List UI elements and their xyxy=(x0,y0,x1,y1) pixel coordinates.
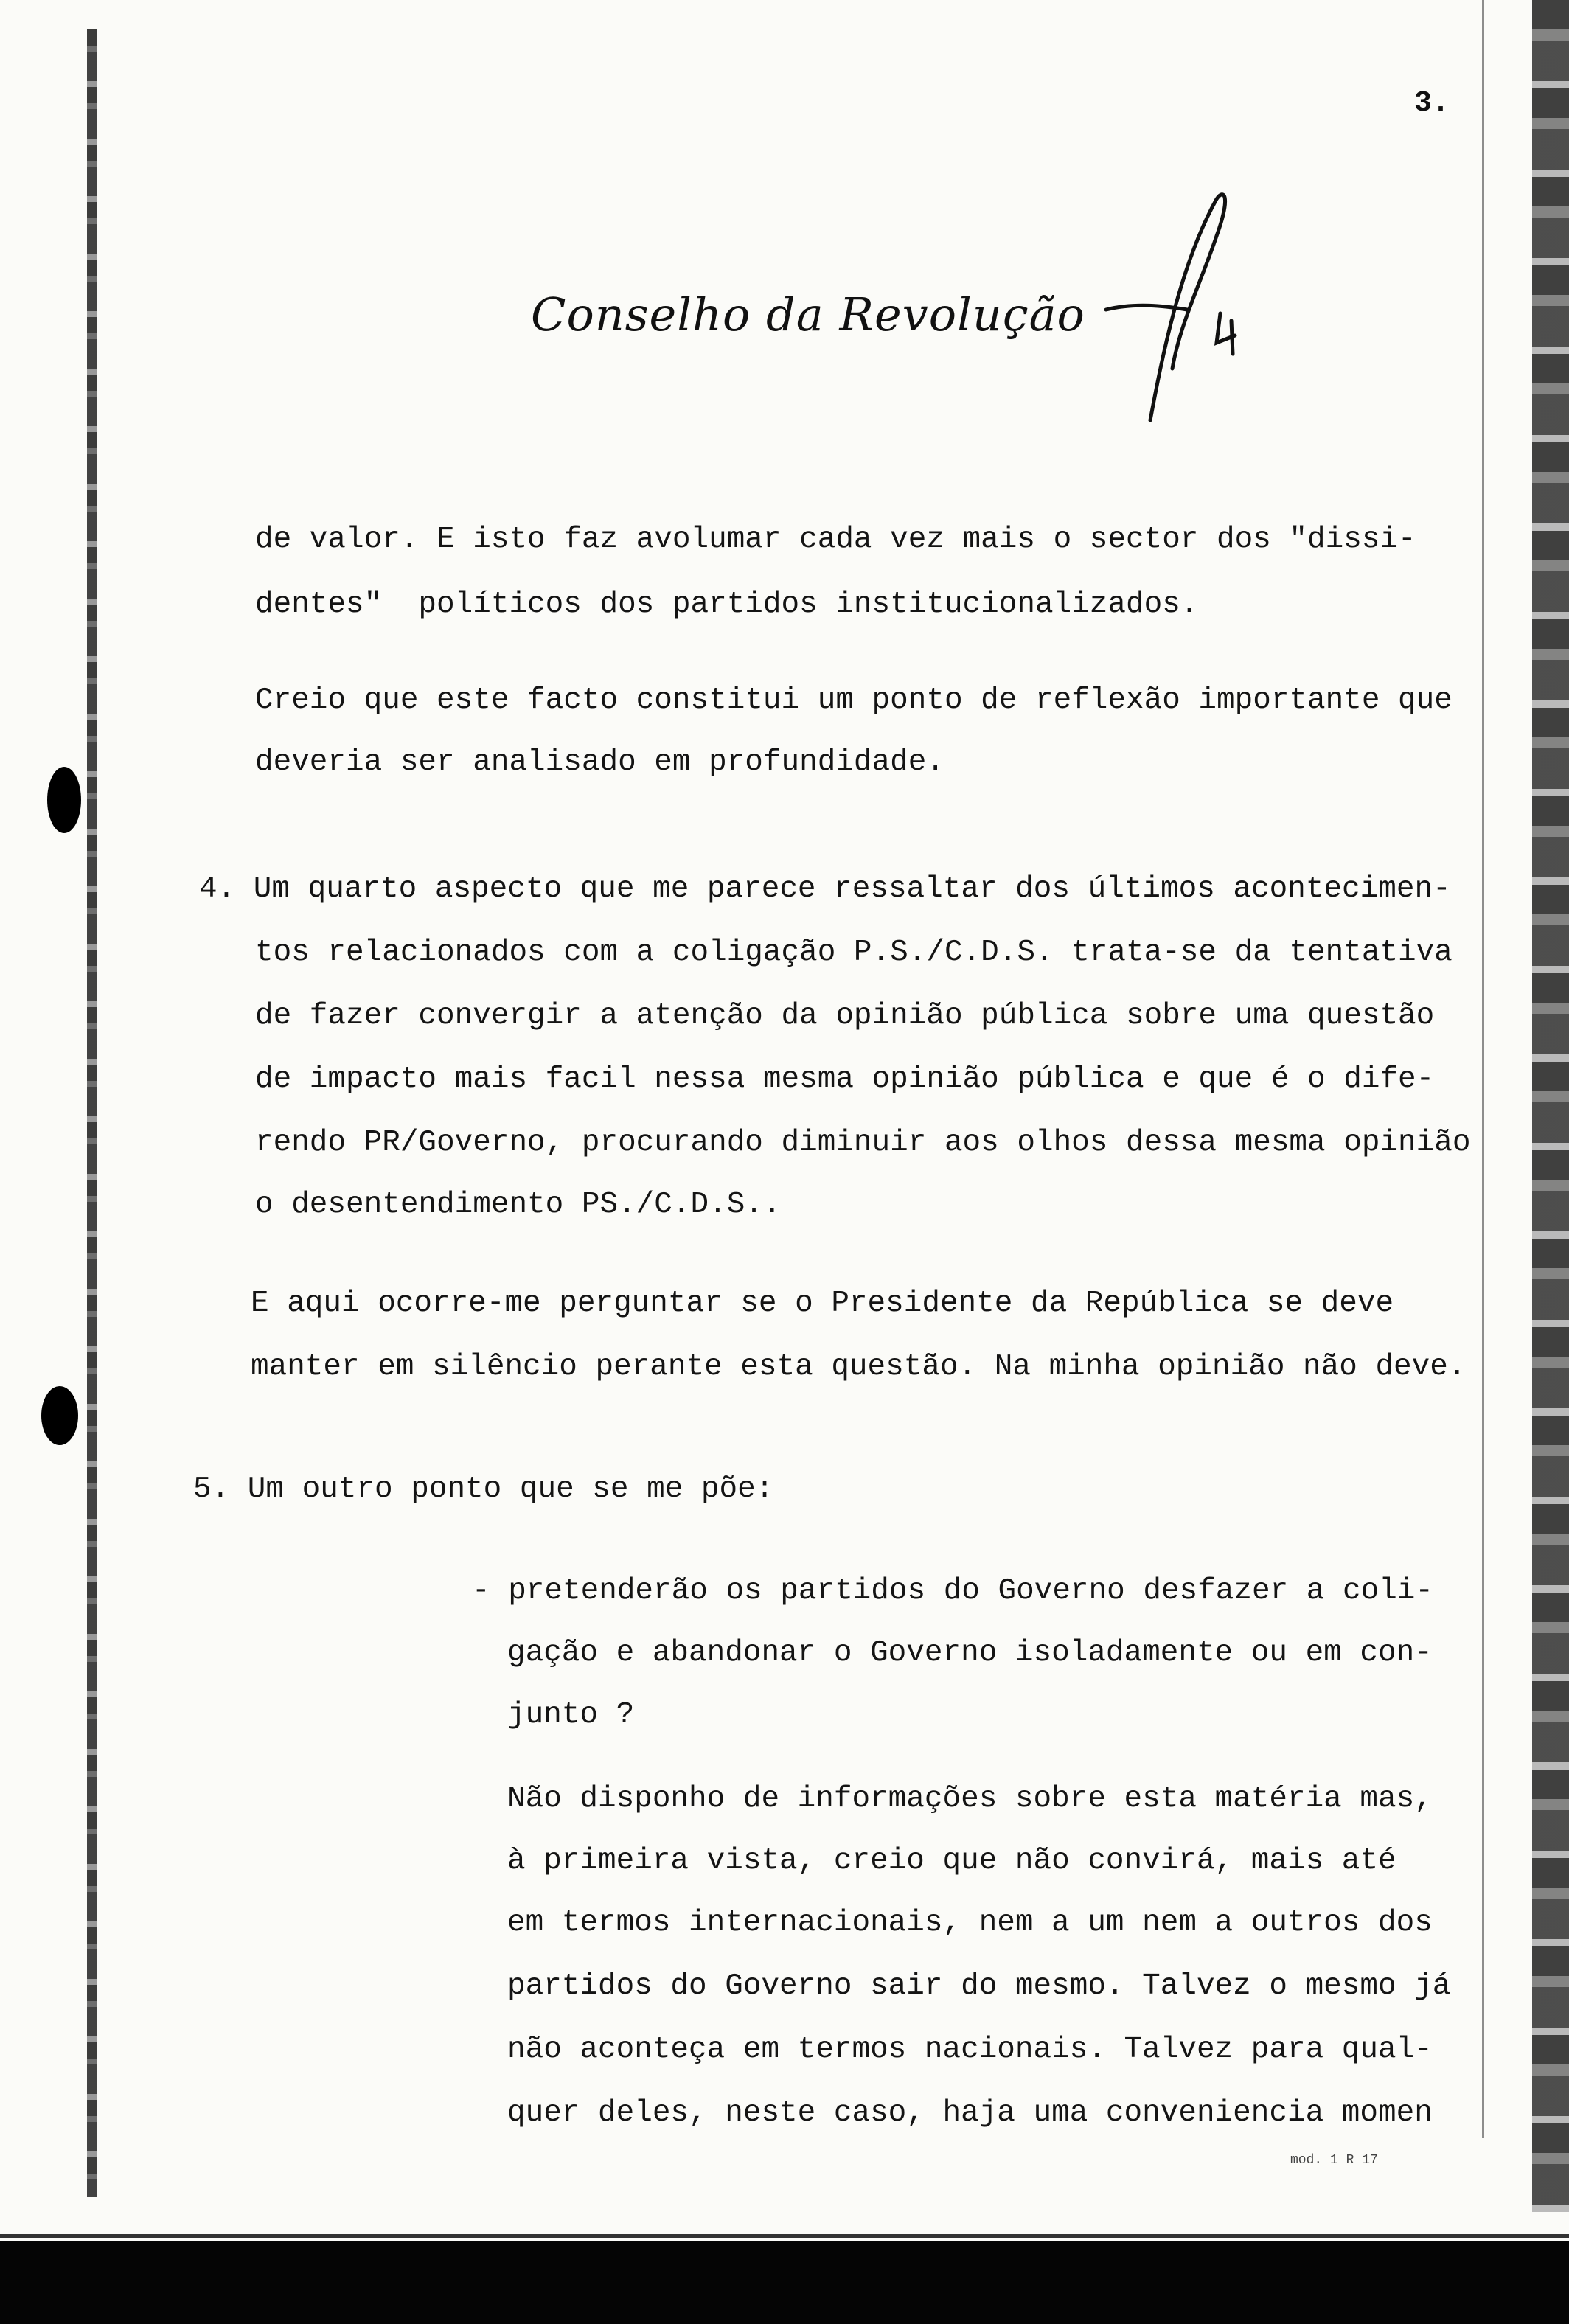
body-line: junto ? xyxy=(507,1698,635,1732)
body-line: tos relacionados com a coligação P.S./C.D.S. trata-se da tentativa xyxy=(255,936,1453,970)
body-line: Creio que este facto constitui um ponto de reflexão importante que xyxy=(255,683,1453,717)
body-line: não aconteça em termos nacionais. Talvez para qual- xyxy=(507,2033,1433,2067)
body-line: gação e abandonar o Governo isoladamente ou em con- xyxy=(507,1636,1433,1670)
scan-edge-left xyxy=(87,29,97,2197)
body-line: de impacto mais facil nessa mesma opinião pública e que é o dife- xyxy=(255,1062,1435,1096)
scan-edge-bottom xyxy=(0,2241,1569,2324)
body-line: partidos do Governo sair do mesmo. Talvez o mesmo já xyxy=(507,1969,1451,2003)
body-line: à primeira vista, creio que não convirá, mais até xyxy=(507,1844,1396,1878)
body-line: - pretenderão os partidos do Governo desfazer a coli- xyxy=(472,1574,1434,1608)
body-line: dentes" políticos dos partidos institucionalizados. xyxy=(255,588,1199,622)
scan-line-right xyxy=(1482,0,1484,2138)
body-line: de valor. E isto faz avolumar cada vez mais o sector dos "dissi- xyxy=(255,523,1416,557)
body-line: rendo PR/Governo, procurando diminuir aos olhos dessa mesma opinião xyxy=(255,1126,1471,1160)
handwritten-signature xyxy=(1091,177,1283,428)
body-line: deveria ser analisado em profundidade. xyxy=(255,745,944,779)
body-line: de fazer convergir a atenção da opinião pública sobre uma questão xyxy=(255,999,1435,1033)
body-line: Não disponho de informações sobre esta matéria mas, xyxy=(507,1782,1433,1816)
body-line: quer deles, neste caso, haja uma conveniencia momen xyxy=(507,2096,1433,2130)
form-code: mod. 1 R 17 xyxy=(1290,2153,1378,2168)
body-line: em termos internacionais, nem a um nem a outros dos xyxy=(507,1906,1433,1940)
punch-hole-top xyxy=(47,767,81,833)
body-line: o desentendimento PS./C.D.S.. xyxy=(255,1188,782,1222)
scan-line-bottom xyxy=(0,2234,1569,2238)
body-line: 4. Um quarto aspecto que me parece ressaltar dos últimos acontecimen- xyxy=(199,872,1451,906)
body-line: E aqui ocorre-me perguntar se o Presidente da República se deve xyxy=(251,1287,1394,1321)
page-number: 3. xyxy=(1414,87,1450,120)
punch-hole-bottom xyxy=(41,1386,78,1445)
scan-edge-right xyxy=(1532,0,1569,2212)
letterhead: Conselho da Revolução xyxy=(531,288,1085,341)
body-line: 5. Um outro ponto que se me põe: xyxy=(193,1472,774,1506)
body-line: manter em silêncio perante esta questão. Na minha opinião não deve. xyxy=(251,1350,1467,1384)
